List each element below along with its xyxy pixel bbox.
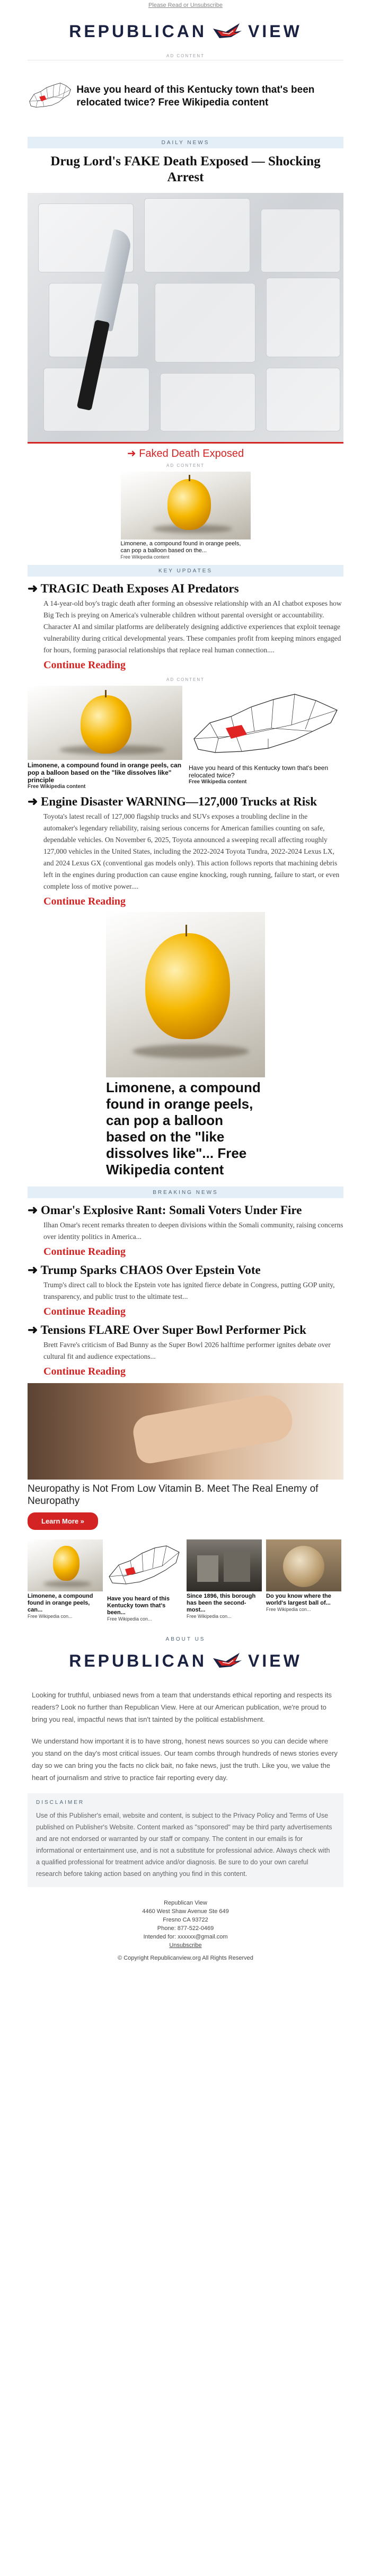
section-about-us: ABOUT US <box>165 1636 206 1642</box>
continue-reading-link[interactable]: Continue Reading <box>43 1246 126 1258</box>
story <box>0 577 371 671</box>
story <box>0 1258 371 1318</box>
grid-ad-source: Free Wikipedia con... <box>28 1614 73 1619</box>
limonene-ad-source: Free Wikipedia content <box>120 554 170 560</box>
ad-content-label: AD CONTENT <box>166 463 205 468</box>
eagle-icon <box>212 1651 243 1671</box>
bag-shape <box>160 373 255 431</box>
footer-logo[interactable] <box>0 1642 371 1679</box>
limonene-big-ad-caption: Limonene, a compound found in orange peels, can pop a balloon based on the "like dissolves like"... Free Wikipedia content <box>106 1079 261 1178</box>
kentucky-map-image <box>107 1539 182 1591</box>
address-intended: Intended for: xxxxxx@gmail.com <box>143 1934 228 1940</box>
grid-ad-source: Free Wikipedia con... <box>107 1616 152 1622</box>
duo-ads <box>28 686 343 790</box>
copyright-text: © Copyright Republicanview.org All Rights Reserved <box>118 1955 253 1961</box>
feature-headline[interactable]: Drug Lord's FAKE Death Exposed — Shocking Arrest <box>50 154 321 184</box>
grid-ad-caption: Limonene, a compound found in orange peels, can... <box>28 1593 93 1613</box>
neuropathy-ad-title: Neuropathy is Not From Low Vitamin B. Meet The Real Enemy of Neuropathy <box>28 1483 319 1507</box>
story <box>0 790 371 908</box>
disclaimer-label: DISCLAIMER <box>36 1800 85 1805</box>
duo-ad-caption: Limonene, a compound found in orange peels, can pop a balloon based on the "like dissolves like" principle <box>28 762 182 784</box>
top-link-row <box>0 0 371 11</box>
story-body: Ilhan Omar's recent remarks threaten to deepen divisions within the Somali community, raising concerns over identity politics in America... <box>43 1221 343 1241</box>
story-body: Trump's direct call to block the Epstein vote has ignited fierce debate in Congress, putting GOP unity, transparency, and public trust to the ultimate test... <box>43 1281 335 1300</box>
arrow-icon: ➜ <box>28 1323 41 1336</box>
orange-image <box>28 1539 103 1591</box>
address-phone: Phone: 877-522-0469 <box>157 1925 214 1932</box>
logo-word-left: REPUBLICAN <box>69 21 207 41</box>
ball-image <box>266 1539 341 1591</box>
address-block <box>0 1899 371 1950</box>
bag-shape <box>144 198 250 272</box>
kentucky-map-image <box>189 686 343 760</box>
limonene-big-ad[interactable] <box>106 912 265 1178</box>
grid-ad[interactable] <box>107 1539 182 1622</box>
section-key-updates: KEY UPDATES <box>28 565 343 577</box>
grid-ad[interactable] <box>187 1539 262 1622</box>
orange-image <box>28 686 182 760</box>
grid-ad[interactable] <box>266 1539 341 1622</box>
about-paragraph: We understand how important it is to have strong, honest news sources so you can decide where you stand on the day's most critical issues. Our team combs through hundreds of news stories every day so we can bring you the facts no click bait, no fake news, just the truth. Like you, we value the heart of journalism and strive to practice fair reporting every day. <box>32 1737 338 1782</box>
story-title[interactable]: ➜ Omar's Explosive Rant: Somali Voters Under Fire <box>28 1203 302 1217</box>
neuropathy-ad[interactable] <box>28 1383 343 1530</box>
arrow-icon: ➜ <box>28 795 41 808</box>
kentucky-ad[interactable] <box>189 686 343 790</box>
about-section <box>0 1689 371 1784</box>
limonene-ad[interactable] <box>28 686 182 790</box>
story-title[interactable]: ➜ Trump Sparks CHAOS Over Epstein Vote <box>28 1263 261 1277</box>
read-unsubscribe-link[interactable]: Please Read or Unsubscribe <box>148 2 223 8</box>
eagle-icon <box>212 21 243 41</box>
grid-ad-caption: Do you know where the world's largest ball of... <box>266 1593 331 1606</box>
story-body: Brett Favre's criticism of Bad Bunny as the Super Bowl 2026 halftime performer ignites debate over cultural fit and audience expectations... <box>43 1341 331 1360</box>
arrow-icon: ➜ <box>28 1203 41 1217</box>
limonene-ad[interactable] <box>121 472 251 560</box>
logo-word-left: REPUBLICAN <box>69 1651 207 1670</box>
logo-word-right: VIEW <box>248 1651 302 1670</box>
kentucky-ad-title: Have you heard of this Kentucky town that's been relocated twice? Free Wikipedia content <box>76 84 315 108</box>
address-city: Fresno CA 93722 <box>163 1917 208 1923</box>
continue-reading-link[interactable]: Continue Reading <box>43 1306 126 1317</box>
continue-reading-link[interactable]: Continue Reading <box>43 896 126 907</box>
story-title[interactable]: ➜ TRAGIC Death Exposes AI Predators <box>28 582 239 595</box>
sponsored-grid <box>28 1539 343 1622</box>
orange-image <box>106 912 265 1077</box>
continue-reading-link[interactable]: Continue Reading <box>43 1366 126 1377</box>
grid-ad-caption: Since 1896, this borough has been the second-most... <box>187 1593 256 1613</box>
learn-more-button[interactable]: Learn More » <box>28 1512 98 1530</box>
grid-ad[interactable] <box>28 1539 103 1622</box>
ad-content-label: AD CONTENT <box>166 54 205 58</box>
grid-ad-caption: Have you heard of this Kentucky town that's been... <box>107 1596 170 1616</box>
story-body: Toyota's latest recall of 127,000 flagship trucks and SUVs exposes a troubling decline in the automaker's legendary reliability, raising serious concerns for American families counting on safe, dependable vehicles. On November 6, 2025, Toyota announced a sweeping recall affecting roughly 127,000 vehicles in the United States, including the 2022-2024 Toyota Tundra, 2022-2024 Lexus LX, and 2024 Lexus GX (conventional gas models only). This action follows reports that machining debris left in the engines during production can cause engine knocking, rough running, failure to start, or even complete loss of motive power.... <box>43 812 340 890</box>
story-body: A 14-year-old boy's tragic death after forming an obsessive relationship with an AI chatbot exposes how Big Tech is preying on America's vulnerable children without parental oversight or accountability. Character AI and similar platforms are deliberately designing addictive experiences that exploit teenage vulnerability during critical developmental years. These companies profit from keeping minors engaged for hours, forming parasocial relationships that replace real human connection.... <box>43 599 342 654</box>
story-title[interactable]: ➜ Tensions FLARE Over Super Bowl Performer Pick <box>28 1323 306 1336</box>
limonene-ad-caption: Limonene, a compound found in orange peels, can pop a balloon based on the... <box>120 541 241 554</box>
bag-shape <box>155 283 255 362</box>
duo-ad-source: Free Wikipedia content <box>189 779 247 785</box>
bag-shape <box>266 368 340 431</box>
unsubscribe-link[interactable]: Unsubscribe <box>169 1942 202 1949</box>
site-logo[interactable] <box>0 11 371 52</box>
logo-word-right: VIEW <box>248 21 302 41</box>
kentucky-ad[interactable] <box>28 65 343 128</box>
address-name: Republican View <box>164 1900 207 1906</box>
about-paragraph: Looking for truthful, unbiased news from a team that understands ethical reporting and respects its readers? Look no further than Republican View. Here at our American publication, we're proud to bring you real, impactful news that isn't tainted by the political establishment. <box>32 1691 332 1723</box>
feature-caption[interactable]: ➜ Faked Death Exposed <box>127 448 244 459</box>
disclaimer-box <box>28 1793 343 1887</box>
feet-image <box>28 1383 343 1480</box>
duo-ad-caption: Have you heard of this Kentucky town that's been relocated twice? <box>189 764 329 779</box>
section-breaking-news: BREAKING NEWS <box>28 1187 343 1198</box>
arrow-icon: ➜ <box>28 582 41 595</box>
grid-ad-source: Free Wikipedia con... <box>187 1614 232 1619</box>
feature-image[interactable] <box>28 193 343 442</box>
section-daily-news: DAILY NEWS <box>28 137 343 148</box>
continue-reading-link[interactable]: Continue Reading <box>43 659 126 671</box>
arrow-icon: ➜ <box>28 1263 41 1277</box>
kentucky-map-image <box>28 67 73 126</box>
story <box>0 1318 371 1378</box>
orange-image <box>121 472 251 539</box>
disclaimer-text: Use of this Publisher's email, website and content, is subject to the Privacy Policy and Terms of Use published on Publisher's Website. Content marked as "sponsored" may be third party advertisements and are not endorsed or warranted by our staff or company. The content in our emails is for informational or entertainment use, and is not a substitute for professional advice. Always check with a qualified professional for treatment advice and/or diagnosis. Be sure to do your own careful research before taking action based on anything you find in this content. <box>36 1812 332 1878</box>
ad-content-label: AD CONTENT <box>166 677 205 682</box>
bag-shape <box>261 209 340 272</box>
address-street: 4460 West Shaw Avenue Ste 649 <box>142 1908 229 1915</box>
duo-ad-source: Free Wikipedia content <box>28 784 86 790</box>
story-title[interactable]: ➜ Engine Disaster WARNING—127,000 Trucks at Risk <box>28 795 317 808</box>
borough-image <box>187 1539 262 1591</box>
bag-shape <box>266 278 340 357</box>
grid-ad-source: Free Wikipedia con... <box>266 1607 311 1612</box>
story <box>0 1198 371 1258</box>
